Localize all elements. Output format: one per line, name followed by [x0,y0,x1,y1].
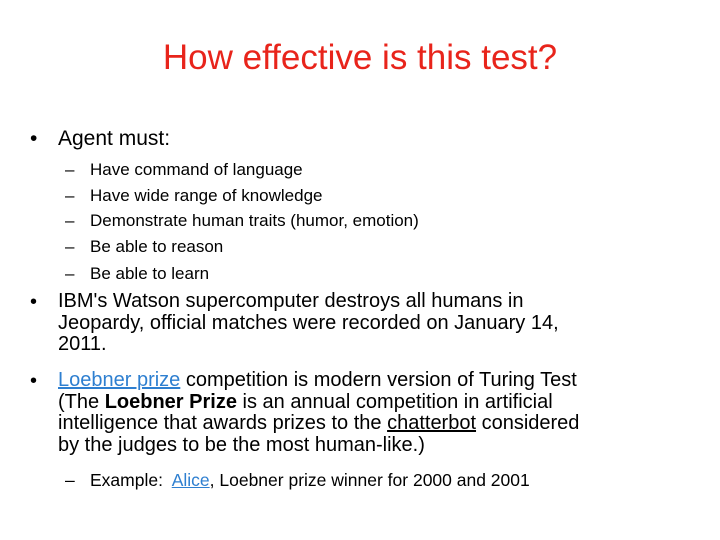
text-line: IBM's Watson supercomputer destroys all humans in [58,290,524,312]
text-line: by the judges to be the most human-like.) [58,433,425,456]
text-span: intelligence that awards prizes to the [58,412,388,434]
dash-marker: – [65,264,75,283]
bullet-label: Agent must: [58,127,171,150]
chatterbot-term: chatterbot [387,412,477,434]
text-span: , Loebner prize winner for 2000 and 2001 [209,470,530,490]
text-line [58,413,708,435]
dash-marker: – [65,237,75,256]
subitem-text: Demonstrate human traits (humor, emotion) [90,211,419,230]
text-span: (The [58,390,105,413]
bullet-marker: • [30,127,38,150]
bullet-watson [58,291,708,356]
bullet-marker: • [30,370,38,392]
subitem-text: Be able to learn [90,264,210,283]
text-span: Example: [90,470,172,490]
text-span: is an annual competition in artificial [236,390,553,413]
subitem-text: Have wide range of knowledge [90,186,323,205]
dash-marker: – [65,211,75,230]
bullet-marker: • [30,291,38,313]
loebner-prize-link[interactable]: Loebner prize [58,369,181,391]
alice-link[interactable]: Alice [171,470,210,490]
bold-term: Loebner Prize [104,390,237,413]
slide-title: How effective is this test? [162,38,558,77]
text-span: competition is modern version of Turing Test [180,369,577,391]
dash-marker: – [65,186,75,205]
text-line [58,392,708,414]
text-span: considered [476,412,580,434]
dash-marker: – [65,470,75,490]
subitem-text: Be able to reason [90,237,224,256]
subitem-text: Have command of language [90,160,303,179]
subitem-text [90,470,530,490]
text-line: Jeopardy, official matches were recorded on January 14, [58,311,559,334]
text-line: 2011. [58,333,107,355]
text-line [58,370,708,392]
dash-marker: – [65,160,75,179]
bullet-loebner [58,370,708,456]
